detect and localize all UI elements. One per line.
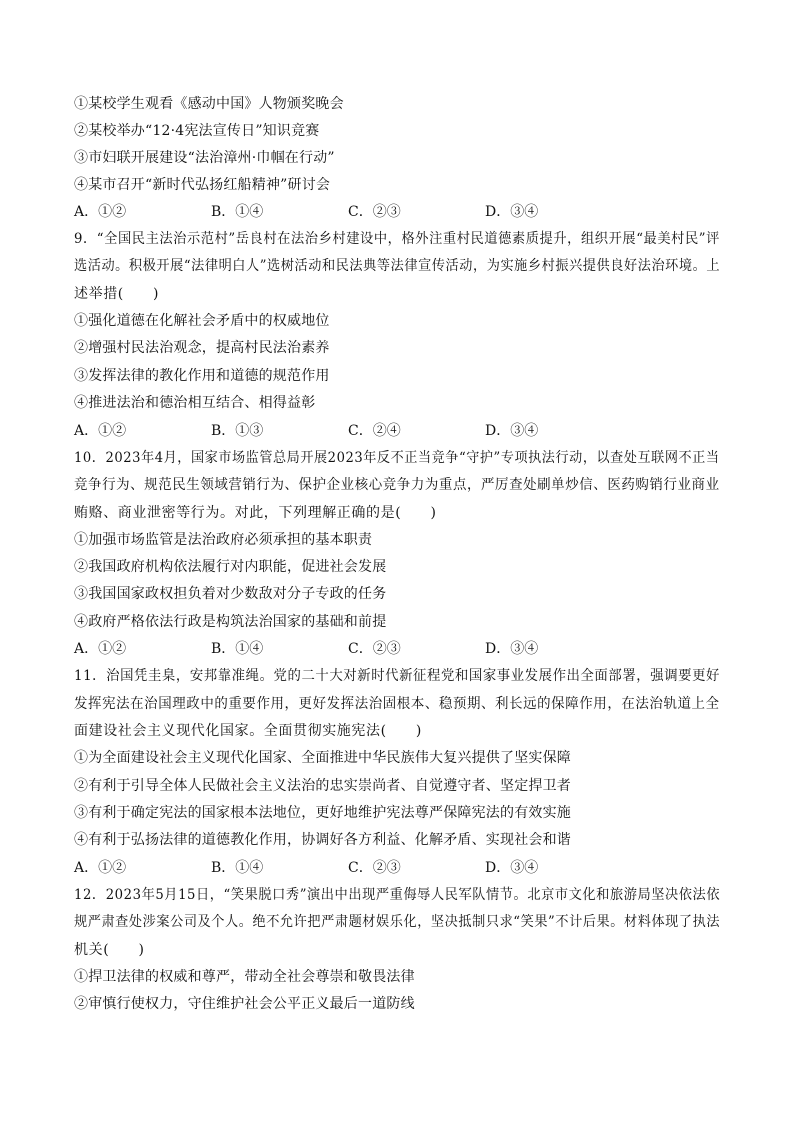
q8-item-1: ①某校学生观看《感动中国》人物颁奖晚会 [74,96,344,112]
q12-item-1: ①捍卫法律的权威和尊严，带动全社会尊崇和敬畏法律 [74,969,415,985]
q9-option-c: C．②④ [348,423,401,439]
q11-option-b: B．①④ [211,860,264,876]
q8-option-c: C．②③ [348,204,401,220]
q9-item-2: ②增强村民法治观念，提高村民法治素养 [74,340,330,356]
q10-stem-line-3: 贿赂、商业泄密等行为。对此，下列理解正确的是( ) [74,505,437,521]
q10-item-4: ④政府严格依法行政是构筑法治国家的基础和前提 [74,614,387,630]
q11-item-1: ①为全面建设社会主义现代化国家、全面推进中华民族伟大复兴提供了坚实保障 [74,750,571,766]
q8-item-4: ④某市召开“新时代弘扬红船精神”研讨会 [74,177,331,193]
q12-stem-line-3: 机关( ) [74,942,145,958]
q9-option-d: D．③④ [485,423,539,439]
q11-options [74,858,714,878]
q12-stem-line-2: 规严肃查处涉案公司及个人。绝不允许把严肃题材娱乐化，坚决抵制只求“笑果”不计后果。材料体现了执法 [74,914,721,930]
q8-option-a: A．①② [74,204,127,220]
q9-options [74,421,714,441]
q9-option-b: B．①③ [211,423,264,439]
q11-option-d: D．③④ [485,860,539,876]
q11-option-a: A．①② [74,860,127,876]
q10-item-3: ③我国国家政权担负着对少数敌对分子专政的任务 [74,586,387,602]
q9-item-4: ④推进法治和德治相互结合、相得益彰 [74,395,316,411]
q8-options [74,202,714,222]
q9-item-3: ③发挥法律的教化作用和道德的规范作用 [74,368,330,384]
q8-item-3: ③市妇联开展建设“法治漳州·巾帼在行动” [74,150,335,166]
q9-stem-line-3: 述举措( ) [74,286,160,302]
q8-option-b: B．①④ [211,204,264,220]
q8-item-2: ②某校举办“12·4宪法宣传日”知识竞赛 [74,123,320,139]
q10-option-c: C．②③ [348,641,401,657]
q9-option-a: A．①② [74,423,127,439]
q9-stem-line-1: 9．“全国民主法治示范村”岳良村在法治乡村建设中，格外注重村民道德素质提升，组织开展“最美村民”评 [74,231,720,247]
q12-stem-line-1: 12．2023年5月15日，“笑果脱口秀”演出中出现严重侮辱人民军队情节。北京市文化和旅游局坚决依法依 [74,887,721,903]
q11-item-2: ②有利于引导全体人民做社会主义法治的忠实崇尚者、自觉遵守者、坚定捍卫者 [74,778,571,794]
q10-option-a: A．①② [74,641,127,657]
q11-stem-line-1: 11．治国凭圭臬，安邦靠准绳。党的二十大对新时代新征程党和国家事业发展作出全面部署，强调要更好 [74,668,721,684]
q11-item-4: ④有利于弘扬法律的道德教化作用，协调好各方利益、化解矛盾、实现社会和谐 [74,832,571,848]
q10-option-b: B．①④ [211,641,264,657]
q10-item-2: ②我国政府机构依法履行对内职能，促进社会发展 [74,559,387,575]
q11-stem-line-2: 发挥宪法在治国理政中的重要作用，更好发挥法治固根本、稳预期、利长远的保障作用，在法治轨道上全 [74,696,720,712]
q10-option-d: D．③④ [485,641,539,657]
q11-stem-line-3: 面建设社会主义现代化国家。全面贯彻实施宪法( ) [74,723,422,739]
q10-stem-line-1: 10．2023年4月，国家市场监管总局开展2023年反不正当竞争“守护”专项执法行动，以查处互联网不正当 [74,450,720,466]
q12-item-2: ②审慎行使权力，守住维护社会公平正义最后一道防线 [74,996,415,1012]
q9-item-1: ①强化道德在化解社会矛盾中的权威地位 [74,313,330,329]
q11-option-c: C．②③ [348,860,401,876]
q10-stem-line-2: 竞争行为、规范民生领域营销行为、保护企业核心竞争力为重点，严厉查处刷单炒信、医药购销行业商业 [74,477,720,493]
q8-option-d: D．③④ [485,204,539,220]
q9-stem-line-2: 选活动。积极开展“法律明白人”选树活动和民法典等法律宣传活动，为实施乡村振兴提供良好法治环境。上 [74,258,721,274]
q10-item-1: ①加强市场监管是法治政府必须承担的基本职责 [74,532,373,548]
q11-item-3: ③有利于确定宪法的国家根本法地位，更好地维护宪法尊严保障宪法的有效实施 [74,805,571,821]
q10-options [74,639,714,659]
